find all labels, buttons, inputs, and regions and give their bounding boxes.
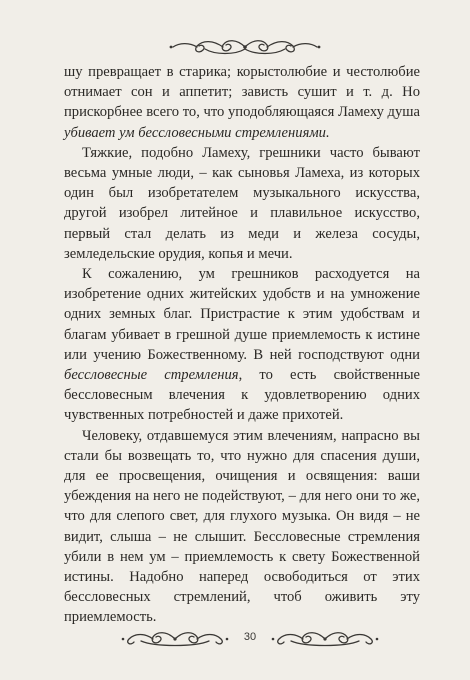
paragraph	[64, 62, 420, 143]
footer-left-ornament-icon	[115, 628, 235, 650]
italic-text: бессловесные стремления	[64, 367, 239, 384]
text-run: , то есть свойственные бессловесным влечения к удовлетворению одних чувственных потребностей и даже прихотей.	[64, 367, 420, 424]
paragraph	[64, 264, 420, 426]
text-run: Тяжкие, подобно Ламеху, грешники часто бывают весьма умные люди, – как сыновья Ламеха, из которых один был изобретателем музыкального искусства, другой изобрел литейное и плавильное искусство, первый стал делать из меди и железа сосуды, земледельские орудия, копья и мечи.	[64, 144, 420, 262]
paragraph	[64, 143, 420, 264]
footer-right-ornament-icon	[265, 628, 385, 650]
text-run: Человеку, отдавшемуся этим влечениям, напрасно вы стали бы возвещать то, что нужно для спасения души, для ее просвещения, очищения и освящения: ваши убеждения на него не подействуют, – для него они то же, что для слепого свет, для глухого музыка. Он видя – не видит, слыша – не слышит. Бессловесные стремления убили в нем ум – приемлемость к свету Божественной истины. Надобно наперед освободиться от этих бессловесных стремлений, чтоб оживить эту приемлемость.	[64, 427, 420, 626]
italic-text: убивает ум бессловесными стремлениями.	[64, 124, 330, 141]
header-ornament-icon	[165, 36, 325, 58]
text-run: К сожалению, ум грешников расходуется на изобретение одних житейских удобств и на умножение одних земных благ. Пристрастие к этим удобствам и благам убивает в грешной душе приемлемость к истине или учению Божественному. В ней господствуют одни	[64, 266, 420, 363]
page-number: 30	[243, 631, 257, 643]
paragraph	[64, 426, 420, 628]
body-text	[64, 62, 420, 628]
page-footer	[0, 628, 470, 652]
text-run: шу превращает в старика; корыстолюбие и честолюбие отнимает сон и аппетит; зависть сушит и т. д. Но прискорбнее всего то, что уподобляющаяся Ламеху душа	[64, 64, 420, 121]
